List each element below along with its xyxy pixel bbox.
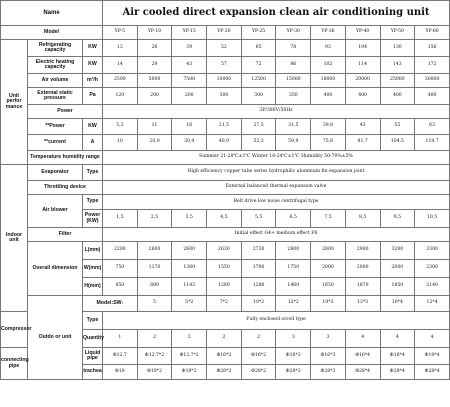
value-cell: 1700 [241, 260, 276, 278]
value-cell: Φ19*2 [172, 365, 207, 380]
power-value: 3P/380V/50Hz [103, 105, 450, 119]
value-cell: 12*2 [276, 296, 311, 312]
value-cell: 9,5 [380, 210, 415, 228]
value-cell: Φ16*3 [311, 348, 346, 365]
value-cell: 20000 [345, 74, 380, 88]
value-cell: 16 [172, 119, 207, 135]
value-cell: 400 [345, 88, 380, 105]
unit-cell: L(mm) [83, 242, 103, 260]
type-label: Type [83, 195, 103, 210]
temp-value: Summer 21-28℃±1℃ Winter 18-24℃±1℃ Humidity 50-70%±5% [103, 151, 450, 165]
value-cell: 102 [311, 57, 346, 74]
unit-cell: KW [83, 40, 103, 57]
unit-cell: H(mm) [83, 278, 103, 296]
value-cell: 10,5 [415, 210, 450, 228]
value-cell: 850 [103, 278, 138, 296]
indoor-group: Indoor unit [1, 165, 28, 312]
value-cell: 14 [103, 57, 138, 74]
value-cell: 10*3 [311, 296, 346, 312]
value-cell: 1460 [276, 278, 311, 296]
value-cell: Φ28*4 [415, 365, 450, 380]
value-cell: Φ28*4 [380, 365, 415, 380]
value-cell: 104,5 [380, 135, 415, 151]
value-cell: 52,3 [241, 135, 276, 151]
value-cell: Φ28*2 [241, 365, 276, 380]
value-cell: 8,5 [345, 210, 380, 228]
value-cell: 4 [415, 330, 450, 348]
value-cell: 5 [137, 296, 172, 312]
row-label: External static pressure [28, 88, 83, 105]
value-cell: 43 [172, 57, 207, 74]
value-cell: 130 [380, 40, 415, 57]
unit-cell: A [83, 135, 103, 151]
value-cell: 5,3 [103, 119, 138, 135]
value-cell: 2,5 [137, 210, 172, 228]
value-cell: 12500 [241, 74, 276, 88]
value-cell: 3300 [415, 242, 450, 260]
model-label: Model [1, 26, 103, 40]
row-label: Air volume [28, 74, 83, 88]
value-cell: 31,5 [276, 119, 311, 135]
value-cell: Φ19*2 [137, 365, 172, 380]
power-label: Power [28, 105, 103, 119]
value-cell: 39 [172, 40, 207, 57]
outdoor-group: Outdo or unit [28, 296, 83, 380]
unit-cell: Pa [83, 88, 103, 105]
value-cell: Φ12,7 [103, 348, 138, 365]
value-cell: 93 [311, 40, 346, 57]
value-cell: 1550 [207, 260, 242, 278]
value-cell: Φ28*3 [276, 365, 311, 380]
model-cell: YP-10 [137, 26, 172, 40]
value-cell: 57 [207, 57, 242, 74]
value-cell: 2000 [311, 260, 346, 278]
value-cell: 156 [415, 40, 450, 57]
value-cell: Φ16*4 [345, 348, 380, 365]
filter-label: Filter [28, 228, 103, 242]
blower-type-value: Belt drive low noise centrifugal type [103, 195, 450, 210]
value-cell: 2 [137, 330, 172, 348]
value-cell: 10000 [207, 74, 242, 88]
value-cell: 10*2 [241, 296, 276, 312]
evaporator-value: High efficiency copper tube series hydrophilic aluminum fin expansion joint [103, 165, 450, 181]
value-cell: 5000 [137, 74, 172, 88]
value-cell: 2 [241, 330, 276, 348]
quantity-label: Quantity [83, 330, 103, 348]
model-cell: YP-50 [380, 26, 415, 40]
unit-cell: KW [83, 57, 103, 74]
value-cell: Φ19*4 [415, 348, 450, 365]
value-cell: 43 [345, 119, 380, 135]
value-cell: 12*4 [415, 296, 450, 312]
value-cell: 30,4 [172, 135, 207, 151]
row-label: Refrigerating capacity [28, 40, 83, 57]
value-cell: 2600 [137, 242, 172, 260]
value-cell: 86 [276, 57, 311, 74]
value-cell: 400 [380, 88, 415, 105]
value-cell: 300 [241, 88, 276, 105]
value-cell: 400 [311, 88, 346, 105]
value-cell: 3,5 [172, 210, 207, 228]
value-cell: 1280 [241, 278, 276, 296]
compressor-label: Compressor [1, 312, 28, 348]
value-cell: 81,7 [345, 135, 380, 151]
value-cell: 2140 [415, 278, 450, 296]
value-cell: 11 [137, 119, 172, 135]
value-cell: 1870 [345, 278, 380, 296]
value-cell: 1280 [207, 278, 242, 296]
model-cell: YP-40 [345, 26, 380, 40]
value-cell: 75,6 [311, 135, 346, 151]
value-cell: 13 [103, 40, 138, 57]
value-cell: 4,5 [207, 210, 242, 228]
value-cell: 6,5 [276, 210, 311, 228]
value-cell: 1,5 [103, 210, 138, 228]
value-cell: Φ28*4 [345, 365, 380, 380]
value-cell: 52 [207, 40, 242, 57]
value-cell: 40,9 [207, 135, 242, 151]
value-cell: 55 [380, 119, 415, 135]
model-cell: YP-25 [241, 26, 276, 40]
value-cell: 30000 [415, 74, 450, 88]
value-cell: 10 [103, 135, 138, 151]
value-cell: 104 [345, 40, 380, 57]
value-cell: 21,5 [207, 119, 242, 135]
compressor-type-value: Fully enclosed scroll type [103, 312, 450, 330]
filter-value: Initial effect G4+ medium effect F8 [103, 228, 450, 242]
value-cell: 3200 [380, 242, 415, 260]
value-cell: 2730 [241, 242, 276, 260]
value-cell: 750 [103, 260, 138, 278]
table-title: Air cooled direct expansion clean air conditioning unit [103, 1, 450, 26]
value-cell: 172 [415, 57, 450, 74]
value-cell: 2900 [345, 242, 380, 260]
value-cell: 25000 [380, 74, 415, 88]
value-cell: 1750 [276, 260, 311, 278]
row-label: **current [28, 135, 83, 151]
value-cell: Φ16*2 [241, 348, 276, 365]
value-cell: 2000 [380, 260, 415, 278]
value-cell: 2800 [311, 242, 346, 260]
value-cell: 2600 [172, 242, 207, 260]
value-cell: Φ16*4 [380, 348, 415, 365]
value-cell: 39,8 [311, 119, 346, 135]
value-cell: 4 [345, 330, 380, 348]
value-cell: 114 [345, 57, 380, 74]
value-cell: 78 [276, 40, 311, 57]
model-cell: YP-60 [415, 26, 450, 40]
model-cell: YP-5 [103, 26, 138, 40]
value-cell: 143 [380, 57, 415, 74]
liquid-pipe-label: Liquid pipe [83, 348, 103, 365]
value-cell: Φ12,7*2 [172, 348, 207, 365]
value-cell: 1 [103, 330, 138, 348]
type-label: Type [83, 312, 103, 330]
value-cell: Φ28*3 [311, 365, 346, 380]
value-cell: 1360 [172, 260, 207, 278]
value-cell: 29 [137, 57, 172, 74]
throttling-label: Throttling device [28, 181, 103, 195]
value-cell: 10*4 [380, 296, 415, 312]
value-cell: 7,5 [311, 210, 346, 228]
value-cell: 18000 [311, 74, 346, 88]
blower-label: Air blower [28, 195, 83, 228]
value-cell: 72 [241, 57, 276, 74]
evaporator-label: Evaporator [28, 165, 83, 181]
model-cell: YP-20 [207, 26, 242, 40]
value-cell: 7500 [172, 74, 207, 88]
unit-cell: KW [83, 119, 103, 135]
model-cell: YP-15 [172, 26, 207, 40]
value-cell: 3 [311, 330, 346, 348]
value-cell: 2500 [103, 74, 138, 88]
value-cell: Φ12,7*2 [137, 348, 172, 365]
value-cell: 200 [137, 88, 172, 105]
outdoor-model-label: Model:SW- [83, 296, 138, 312]
name-header: Name [1, 1, 103, 26]
model-cell: YP-30 [276, 26, 311, 40]
value-cell: Φ19 [103, 365, 138, 380]
value-cell: 1850 [380, 278, 415, 296]
value-cell: 2300 [415, 260, 450, 278]
value-cell: 20,9 [137, 135, 172, 151]
value-cell: 1170 [137, 260, 172, 278]
value-cell: 5*2 [172, 296, 207, 312]
value-cell: 350 [276, 88, 311, 105]
temp-label: Temperature humidity range [28, 151, 103, 165]
value-cell: 1650 [311, 278, 346, 296]
value-cell: 2 [172, 330, 207, 348]
unit-cell: m³/h [83, 74, 103, 88]
value-cell: 2 [207, 330, 242, 348]
value-cell: 3 [276, 330, 311, 348]
value-cell: 400 [415, 88, 450, 105]
value-cell: 7*2 [207, 296, 242, 312]
trachea-label: trachea [83, 365, 103, 380]
value-cell: 65 [241, 40, 276, 57]
value-cell: 27,5 [241, 119, 276, 135]
value-cell: Φ28*2 [207, 365, 242, 380]
unit-cell: W(mm) [83, 260, 103, 278]
value-cell: 2000 [345, 260, 380, 278]
value-cell: 12*3 [345, 296, 380, 312]
dimension-label: Overall dimension [28, 242, 83, 296]
value-cell: 880 [137, 278, 172, 296]
model-cell: YP-36 [311, 26, 346, 40]
value-cell: 120 [103, 88, 138, 105]
value-cell: 1143 [172, 278, 207, 296]
value-cell: 4 [380, 330, 415, 348]
value-cell: 63 [415, 119, 450, 135]
value-cell: 59,9 [276, 135, 311, 151]
value-cell: Φ16*2 [207, 348, 242, 365]
pipe-label: connecting pipe [1, 348, 28, 380]
value-cell: 2200 [103, 242, 138, 260]
blower-power-label: Power (KW) [83, 210, 103, 228]
value-cell: 200 [172, 88, 207, 105]
value-cell: 26 [137, 40, 172, 57]
value-cell: 300 [207, 88, 242, 105]
type-label: Type [83, 165, 103, 181]
value-cell: 15000 [276, 74, 311, 88]
value-cell: 2800 [276, 242, 311, 260]
value-cell: 5,5 [241, 210, 276, 228]
value-cell: 119,7 [415, 135, 450, 151]
unit-performance-group: Unit perfor mance [1, 40, 28, 165]
row-label: Electric heating capacity [28, 57, 83, 74]
throttling-value: External balanced thermal expansion valve [103, 181, 450, 195]
value-cell: 2630 [207, 242, 242, 260]
value-cell: Φ16*3 [276, 348, 311, 365]
row-label: **Power [28, 119, 83, 135]
